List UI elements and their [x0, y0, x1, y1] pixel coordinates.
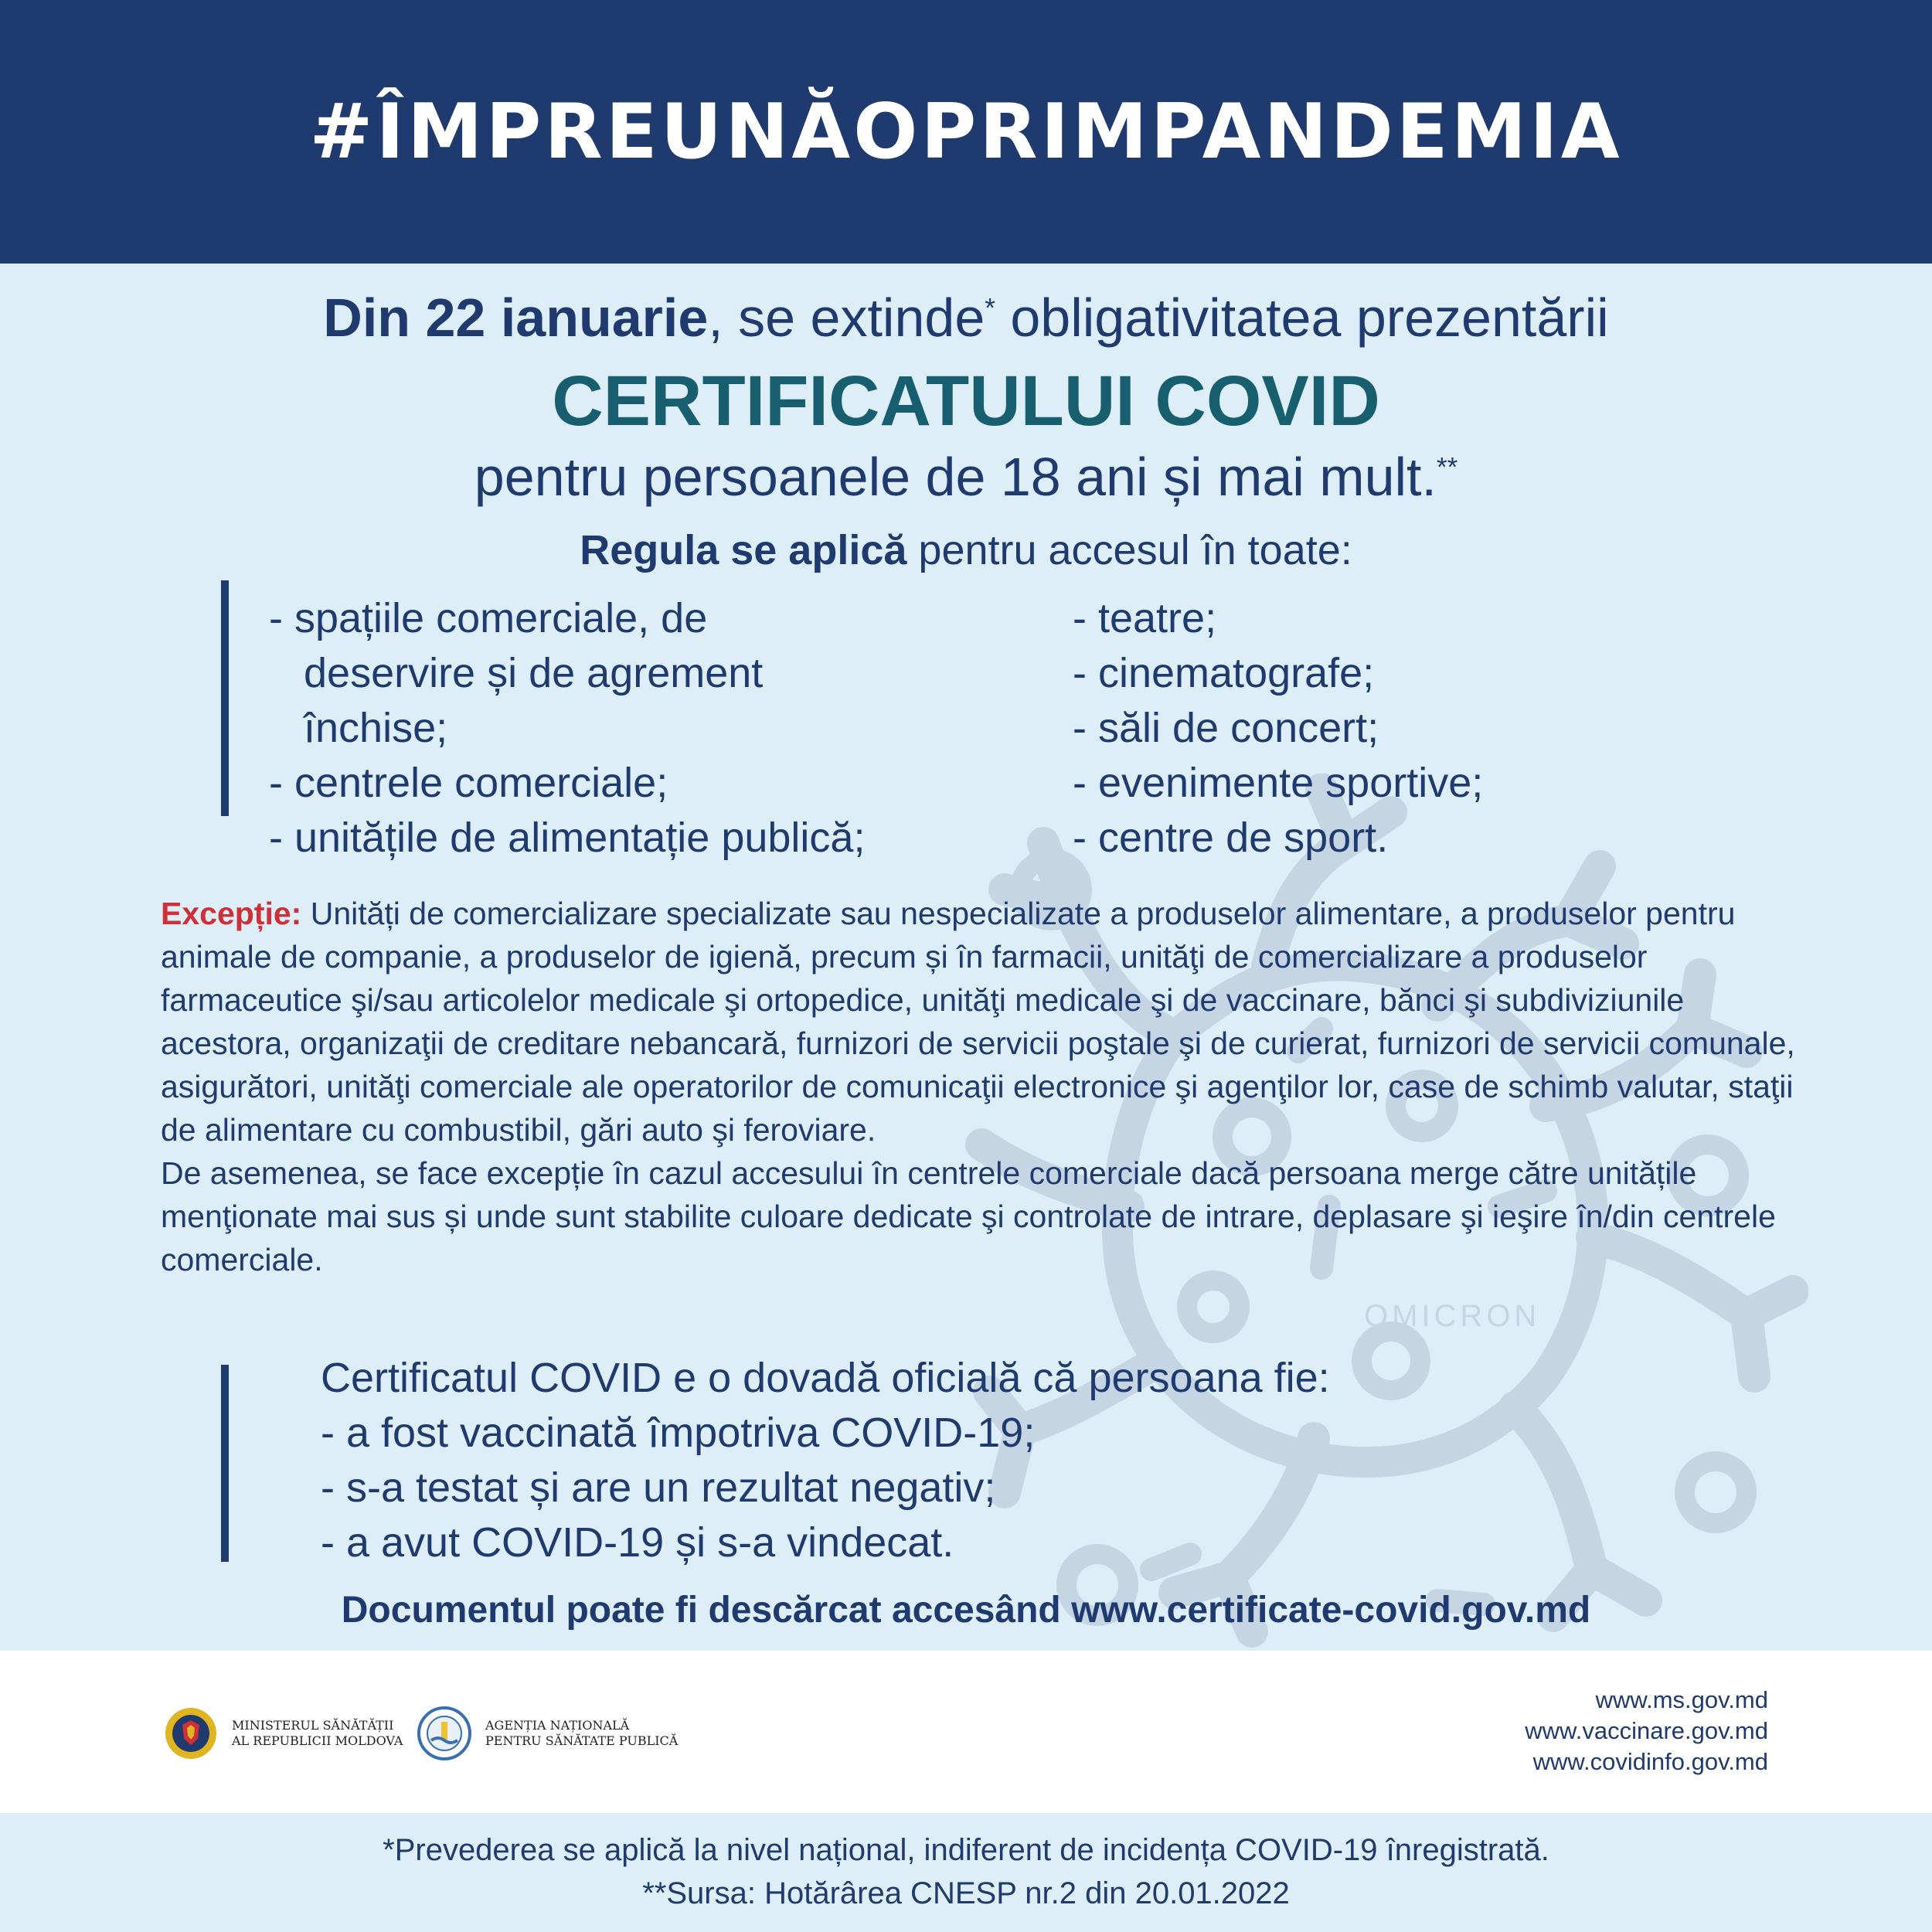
- list-item: - spațiile comerciale, de: [269, 595, 708, 641]
- list-item: - centre de sport.: [1073, 815, 1389, 861]
- age-line: [0, 446, 1932, 508]
- agency-emblem-icon: [417, 1706, 471, 1760]
- footer-note: *Prevederea se aplică la nivel național, indiferent de incidența COVID-19 înregistrată.: [383, 1833, 1549, 1867]
- right-venue-list: [1073, 591, 1483, 866]
- ministry-line-1: MINISTERUL SĂNĂTĂȚII: [232, 1718, 394, 1733]
- certificate-list: [321, 1351, 1330, 1570]
- website-list: [1525, 1685, 1768, 1777]
- website-link[interactable]: www.vaccinare.gov.md: [1525, 1717, 1768, 1744]
- age-star: **: [1436, 452, 1458, 483]
- agency-logo: [417, 1706, 678, 1760]
- list-item: - unitățile de alimentație publică;: [269, 815, 866, 861]
- intro-text-b: obligativitatea prezentării: [995, 287, 1609, 348]
- list-item: închise;: [304, 705, 448, 751]
- certificate-divider: [221, 1365, 229, 1562]
- main-content: [0, 264, 1932, 1651]
- header-banner: [0, 0, 1932, 264]
- footer-notes: [0, 1813, 1932, 1932]
- exception-label: Excepție:: [161, 896, 302, 931]
- footer-source: **Sursa: Hotărârea CNESP nr.2 din 20.01.2022: [642, 1876, 1290, 1910]
- exception-paragraph: [161, 892, 1799, 1281]
- ministry-line-2: AL REPUBLICII MOLDOVA: [232, 1733, 403, 1748]
- rule-line: [0, 526, 1932, 574]
- agency-name: [485, 1718, 678, 1749]
- ministry-logo: [164, 1706, 403, 1760]
- list-divider: [221, 580, 229, 816]
- list-item: deservire și de agrement: [304, 650, 764, 696]
- ministry-name: [232, 1718, 403, 1749]
- list-item: - cinematografe;: [1073, 650, 1375, 696]
- intro-text-a: , se extinde: [708, 287, 985, 348]
- logos-bar: [0, 1651, 1932, 1813]
- list-item: - teatre;: [1073, 595, 1217, 641]
- list-item: - a avut COVID-19 și s-a vindecat.: [321, 1519, 954, 1566]
- ministry-emblem-icon: [164, 1706, 218, 1760]
- exception-main: [161, 892, 1799, 1151]
- list-item: - evenimente sportive;: [1073, 760, 1484, 806]
- website-link[interactable]: www.covidinfo.gov.md: [1532, 1748, 1768, 1775]
- download-line: Documentul poate fi descărcat accesând www.certificate-covid.gov.md: [341, 1590, 1591, 1631]
- list-item: - centrele comerciale;: [269, 760, 668, 806]
- exception-extra: De asemenea, se face excepție în cazul accesului în centrele comerciale dacă persoana merge către unitățile menţionate mai sus și unde sunt stabilite culoare dedicate şi controlate de intrare, deplasare şi ieşire în/din centrele comerciale.: [161, 1155, 1776, 1277]
- website-link[interactable]: www.ms.gov.md: [1595, 1686, 1768, 1713]
- headline: CERTIFICATULUI COVID: [552, 362, 1380, 440]
- hashtag-title: #ÎMPREUNĂOPRIMPANDEMIA: [309, 87, 1623, 176]
- agency-line-1: AGENȚIA NAȚIONALĂ: [485, 1718, 630, 1733]
- intro-date: Din 22 ianuarie: [323, 287, 709, 348]
- rule-bold: Regula se aplică: [580, 527, 907, 573]
- rule-rest: pentru accesul în toate:: [906, 527, 1352, 573]
- omicron-watermark-label: OMICRON: [1364, 1299, 1541, 1333]
- exception-text: Unități de comercializare specializate sau nespecializate a produselor alimentare, a produselor pentru animale de companie, a produselor de igienă, precum și în farmacii, unităţi de comercializare a produselor farmaceutice şi/sau articolelor medicale şi ortopedice, unităţi medicale şi de vaccinare, bănci şi subdiviziunile acestora, organizaţii de creditare nebancară, furnizori de servicii poştale şi de curierat, furnizori de servicii comunale, asigurători, unităţi comerciale ale operatorilor de comunicaţii electronice şi agenţilor lor, case de schimb valutar, staţii de alimentare cu combustibil, gări auto şi feroviare.: [161, 896, 1795, 1148]
- list-item: - a fost vaccinată împotriva COVID-19;: [321, 1410, 1036, 1456]
- intro-line: [0, 287, 1932, 349]
- agency-line-2: PENTRU SĂNĂTATE PUBLICĂ: [485, 1733, 679, 1748]
- list-item: - s-a testat și are un rezultat negativ;: [321, 1464, 996, 1511]
- intro-star: *: [985, 293, 995, 324]
- certificate-intro: Certificatul COVID e o dovadă oficială că persoana fie:: [321, 1355, 1330, 1401]
- age-text: pentru persoanele de 18 ani și mai mult.: [474, 447, 1437, 507]
- list-item: - săli de concert;: [1073, 705, 1379, 751]
- left-venue-list: [269, 591, 865, 866]
